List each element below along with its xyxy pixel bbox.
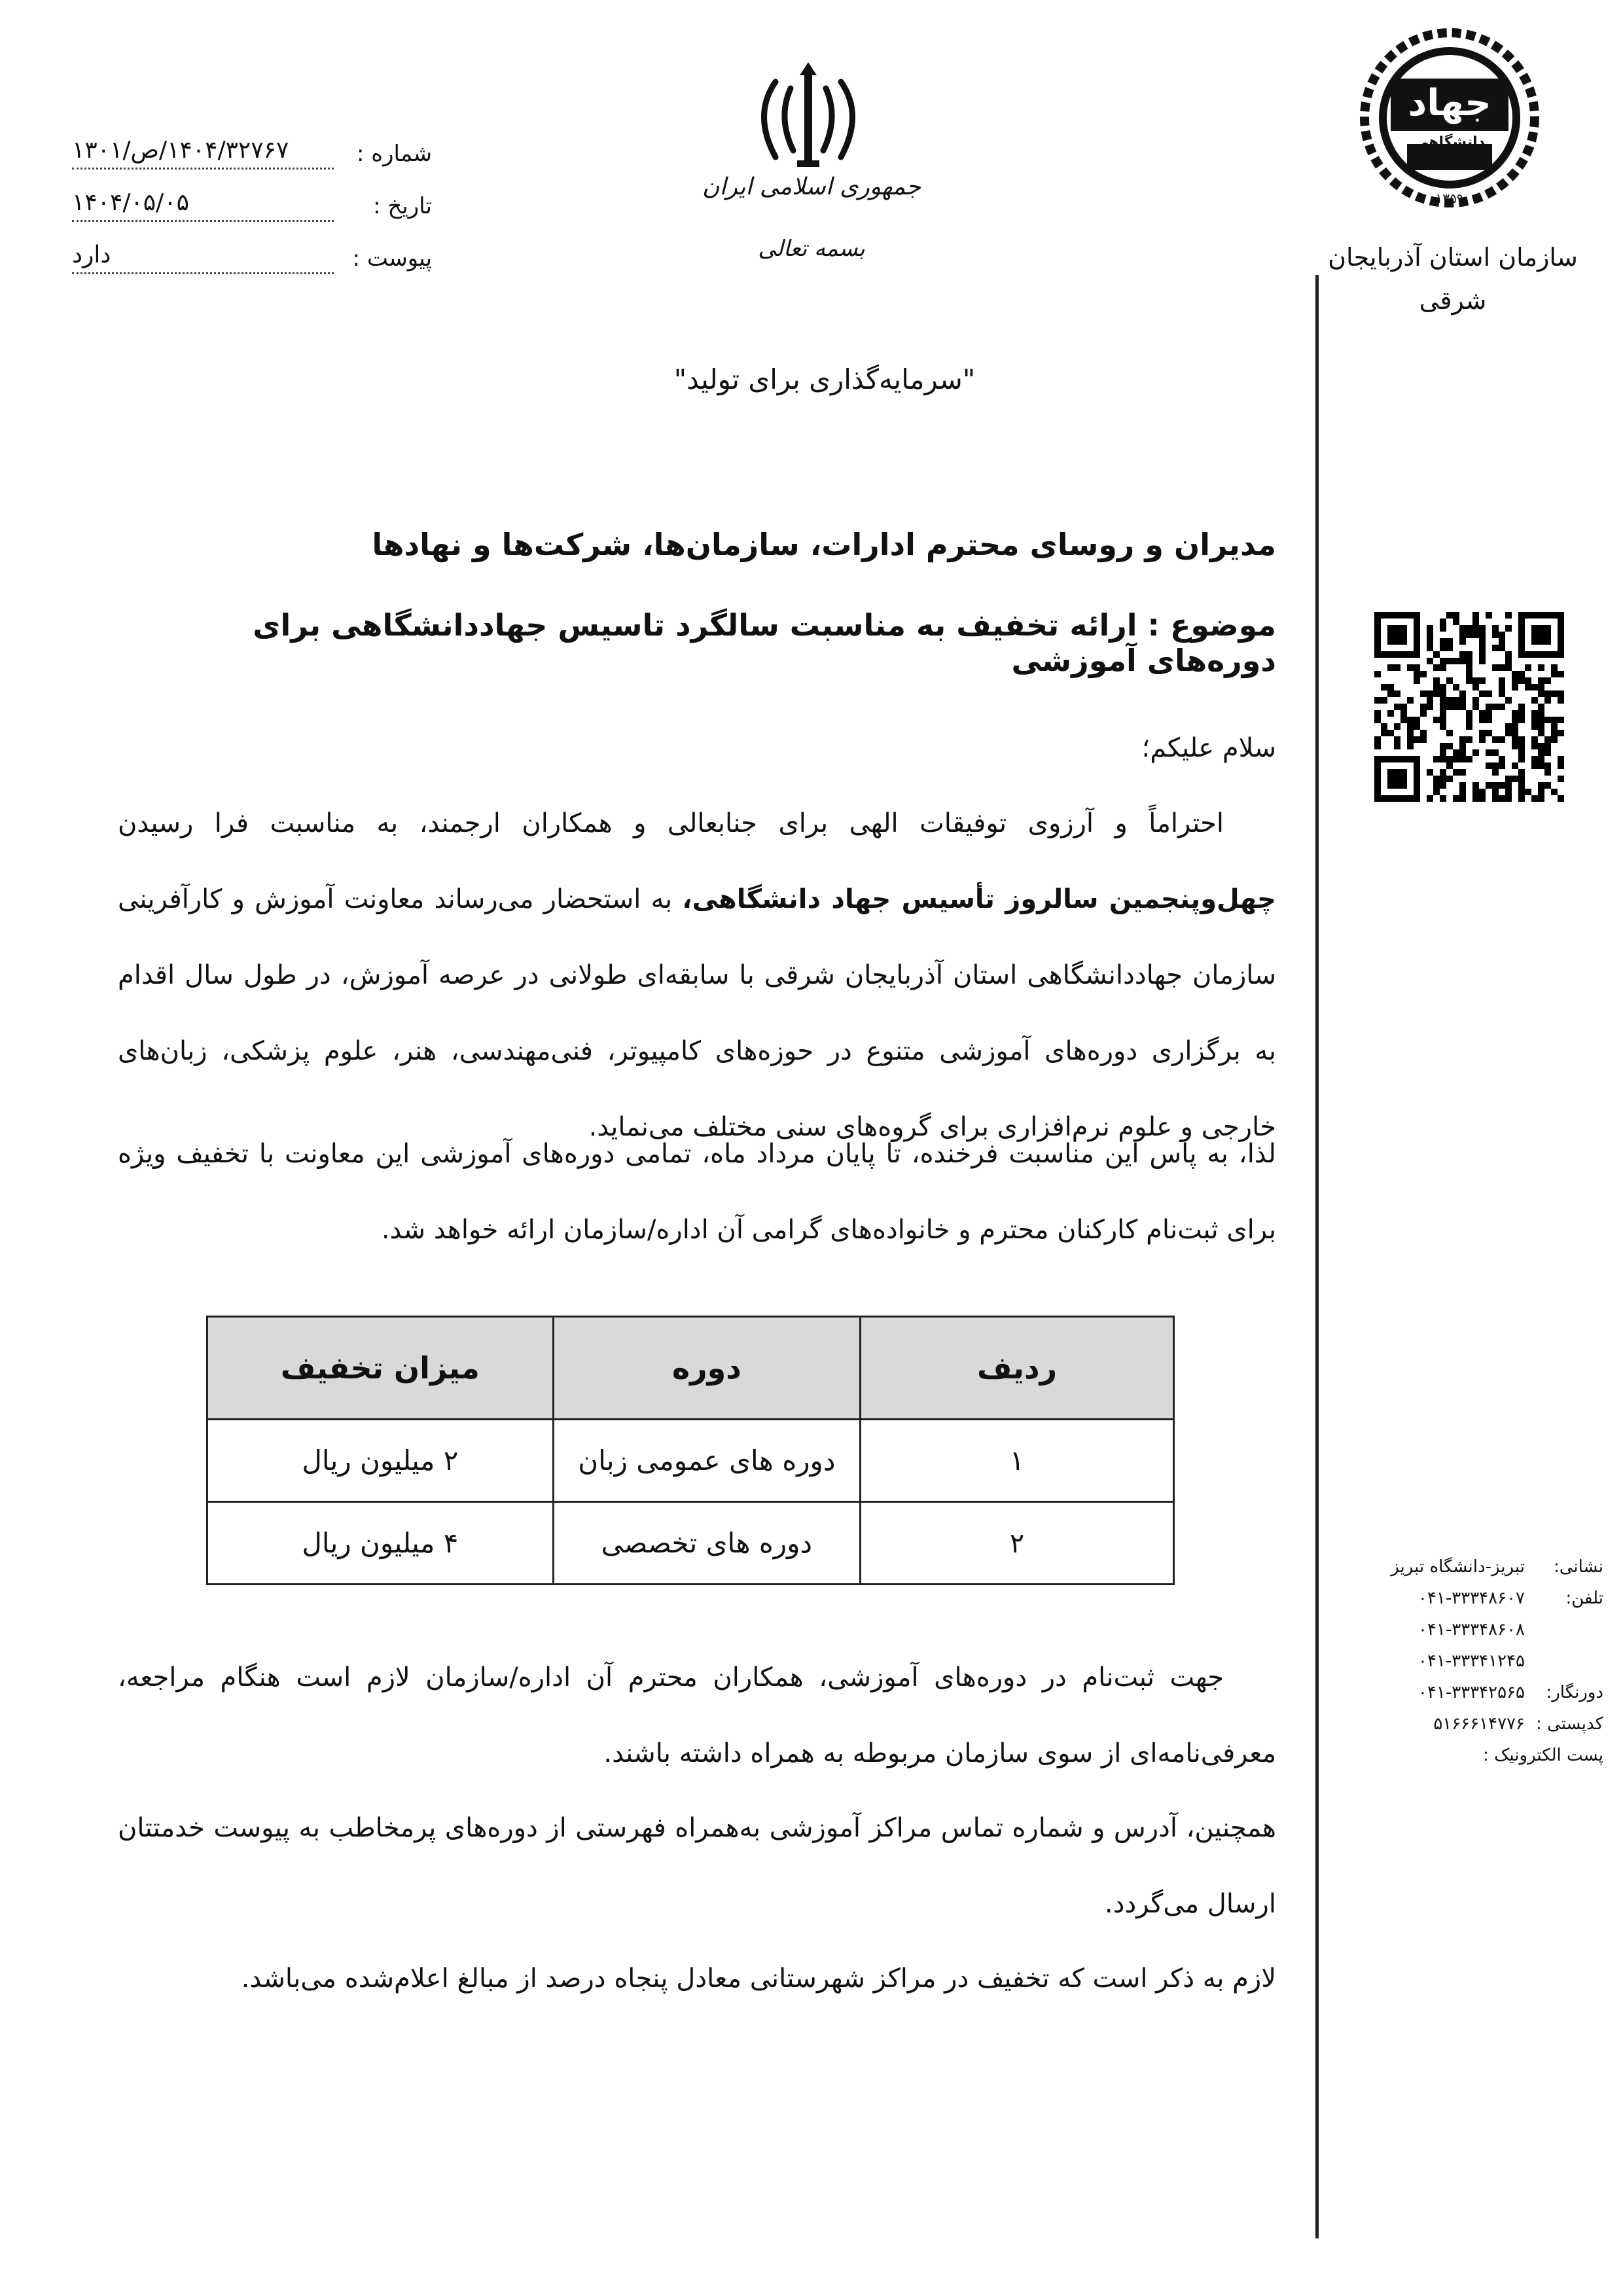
contact-phone-2 [1355,1614,1603,1645]
emblem-caption: جمهوری اسلامی ایران [702,173,921,200]
paragraph-intro-bold: چهل‌وپنجمین سالروز تأسیس جهاد دانشگاهی، [682,884,1276,914]
table-cell-course: دوره های تخصصی [553,1502,860,1585]
contact-postal-label: کدپستی : [1536,1714,1603,1734]
letter-addressee: مدیران و روسای محترم ادارات، سازمان‌ها، شرکت‌ها و نهادها [372,527,1276,562]
contact-phone-1-value: ۰۴۱-۳۳۳۴۸۶۰۷ [1418,1588,1525,1608]
qr-code [1374,612,1564,802]
logo-word: جهاد [1408,82,1491,124]
contact-address-value: تبریز-دانشگاه تبریز [1391,1557,1525,1577]
logo-year: ۱۳۵۹ [1435,190,1464,206]
paragraph-intro [118,785,1276,1165]
contact-fax-value: ۰۴۱-۳۳۳۴۲۵۶۵ [1418,1683,1525,1702]
year-slogan: "سرمایه‌گذاری برای تولید" [673,363,976,395]
letter-subject: موضوع : ارائه تخفیف به مناسبت سالگرد تاسیس جهاددانشگاهی برای دوره‌های آموزشی [253,607,1276,678]
organization-name-line1: سازمان استان آذربایجان [1328,243,1578,272]
table-header-row [207,1317,1174,1420]
letter-date-label: تاریخ : [373,193,432,219]
contact-address-label: نشانی: [1553,1557,1603,1577]
contact-address [1355,1551,1603,1583]
organization-name-line2: شرقی [1419,286,1487,315]
emblem-motto: بسمه تعالی [758,236,865,262]
jahad-logo [1345,20,1561,216]
organization-name [1322,236,1584,322]
table-cell-discount: ۴ میلیون ریال [207,1502,554,1585]
contact-phone-1 [1355,1583,1603,1614]
paragraph-intro-part1: احتراماً و آرزوی توفیقات الهی برای جنابعالی و همکاران ارجمند، به مناسبت فرا رسیدن [118,808,1224,838]
letter-date-row [65,187,432,232]
paragraph-registration: جهت ثبت‌نام در دوره‌های آموزشی، همکاران محترم آن اداره/سازمان لازم است هنگام مراجعه، معرفی‌نامه‌ای از سوی سازمان مربوطه به همراه داشته باشند. [118,1662,1276,1768]
paragraph-intro-part2: به استحضار می‌رساند معاونت آموزش و کارآفرینی سازمان جهاددانشگاهی استان آذربایجان شرقی با سابقه‌ای طولانی در عرصه آموزش، در طول سال اقدام به برگزاری دوره‌های آموزشی متنوع در حوزه‌های کامپیوتر، فنی‌مهندسی، هنر، علوم پزشکی، زبان‌های خارجی و علوم نرم‌افزاری برای گروه‌های سنی مختلف می‌نماید. [118,884,1276,1142]
table-header-row-number: ردیف [861,1317,1174,1420]
paragraph-note: لازم به ذکر است که تخفیف در مراکز شهرستانی معادل پنجاه درصد از مبالغ اعلام‌شده می‌باشد. [241,1964,1276,1994]
letter-attachment-label: پیوست : [352,245,432,272]
table-row [207,1420,1174,1502]
letter-date-value: ۱۴۰۴/۰۵/۰۵ [72,189,334,222]
contact-phone-2-value: ۰۴۱-۳۳۳۴۸۶۰۸ [1418,1620,1525,1640]
contact-phone-3 [1355,1645,1603,1677]
contact-phone-label: تلفن: [1565,1588,1603,1608]
logo-subword: دانشگاهی [1414,134,1486,151]
table-header-discount: میزان تخفیف [207,1317,554,1420]
letter-number-value: ۱۴۰۴/۳۲۷۶۷/ص/۱۳۰۱ [72,137,334,170]
contact-info [1355,1551,1603,1771]
contact-email [1355,1740,1603,1771]
letter-attachment-row [65,239,432,285]
national-emblem-icon [740,62,877,176]
contact-phone-3-value: ۰۴۱-۳۳۳۴۱۲۴۵ [1418,1651,1525,1671]
table-header-course: دوره [553,1317,860,1420]
greeting: سلام علیکم؛ [1141,733,1276,763]
table-row [207,1502,1174,1585]
table-cell-discount: ۲ میلیون ریال [207,1420,554,1502]
discount-table [206,1316,1175,1585]
letter-attachment-value: دارد [72,242,334,274]
contact-fax-label: دورنگار: [1546,1683,1603,1702]
contact-fax [1355,1677,1603,1708]
contact-postal [1355,1708,1603,1740]
letter-number-label: شماره : [357,141,432,167]
table-cell-course: دوره های عمومی زبان [553,1420,860,1502]
letter-number-row [65,134,432,180]
table-cell-row-number: ۱ [861,1420,1174,1502]
table-cell-row-number: ۲ [861,1502,1174,1585]
contact-email-label: پست الکترونیک : [1483,1746,1603,1765]
paragraph-attachment: همچنین، آدرس و شماره تماس مراکز آموزشی به‌همراه فهرستی از دوره‌های پرمخاطب به پیوست خدمتتان ارسال می‌گردد. [118,1813,1276,1919]
paragraph-discount: لذا، به پاس این مناسبت فرخنده، تا پایان مرداد ماه، تمامی دوره‌های آموزشی این معاونت با تخفیف ویژه برای ثبت‌نام کارکنان محترم و خانواده‌های گرامی آن اداره/سازمان ارائه خواهد شد. [118,1139,1276,1245]
margin-divider [1315,275,1319,2238]
contact-postal-value: ۵۱۶۶۶۱۴۷۷۶ [1433,1714,1525,1734]
